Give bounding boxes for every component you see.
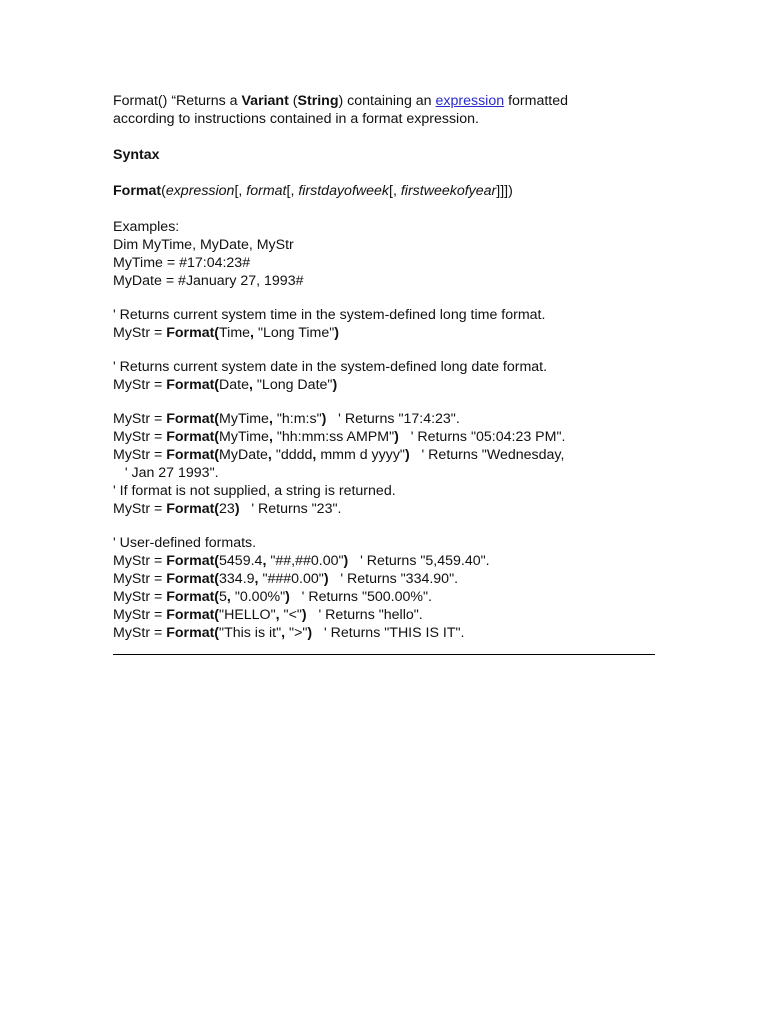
code-line: MyStr = Format(MyTime, "h:m:s") ' Returns "17:4:23". [113, 411, 460, 427]
intro-line-1 [113, 92, 673, 110]
code-line: MyStr = Format("HELLO", "<") ' Returns "hello". [113, 607, 423, 623]
intro-text: Format() “Returns a [113, 93, 242, 109]
code-line: MyStr = Format(Time, "Long Time") [113, 325, 339, 341]
code-line: MyStr = Format(Date, "Long Date") [113, 377, 338, 393]
intro-line-2: according to instructions contained in a format expression. [113, 111, 479, 127]
horizontal-rule [113, 654, 655, 655]
intro-text: formatted [504, 93, 568, 109]
syntax-arg-format: format [246, 183, 287, 199]
code-line: MyStr = Format(5459.4, "##,##0.00") ' Returns "5,459.40". [113, 553, 490, 569]
code-line: MyStr = Format(23) ' Returns "23". [113, 501, 342, 517]
code-line: MyTime = #17:04:23# [113, 255, 251, 271]
code-comment: ' Returns current system time in the system-defined long time format. [113, 307, 546, 323]
document-body [113, 92, 673, 642]
syntax-arg-firstdayofweek: firstdayofweek [298, 183, 390, 199]
code-line: MyStr = Format("This is it", ">") ' Returns "THIS IS IT". [113, 625, 465, 641]
examples-label: Examples: [113, 219, 180, 235]
code-line: MyStr = Format(334.9, "###0.00") ' Returns "334.90". [113, 571, 459, 587]
expression-link[interactable]: expression [435, 93, 505, 109]
intro-text: ( [288, 93, 298, 109]
code-line: Dim MyTime, MyDate, MyStr [113, 237, 294, 253]
code-line: MyDate = #January 27, 1993# [113, 273, 304, 289]
code-comment: ' User-defined formats. [113, 535, 257, 551]
code-line: MyStr = Format(MyTime, "hh:mm:ss AMPM") ' Returns "05:04:23 PM". [113, 429, 566, 445]
code-comment: ' Jan 27 1993". [113, 465, 219, 481]
string-keyword: String [297, 93, 339, 109]
variant-keyword: Variant [241, 93, 289, 109]
syntax-arg-firstweekofyear: firstweekofyear [400, 183, 497, 199]
syntax-arg-expression: expression [165, 183, 235, 199]
code-comment: ' If format is not supplied, a string is returned. [113, 483, 396, 499]
code-comment: ' Returns current system date in the system-defined long date format. [113, 359, 548, 375]
syntax-func: Format [113, 183, 162, 199]
code-line: MyStr = Format(MyDate, "dddd, mmm d yyyy") ' Returns "Wednesday, [113, 447, 565, 463]
intro-text: ) containing an [338, 93, 436, 109]
code-line: MyStr = Format(5, "0.00%") ' Returns "500.00%". [113, 589, 432, 605]
syntax-signature: Format(expression[, format[, firstdayofweek[, firstweekofyear]]]) [113, 183, 513, 199]
syntax-heading: Syntax [113, 147, 160, 163]
